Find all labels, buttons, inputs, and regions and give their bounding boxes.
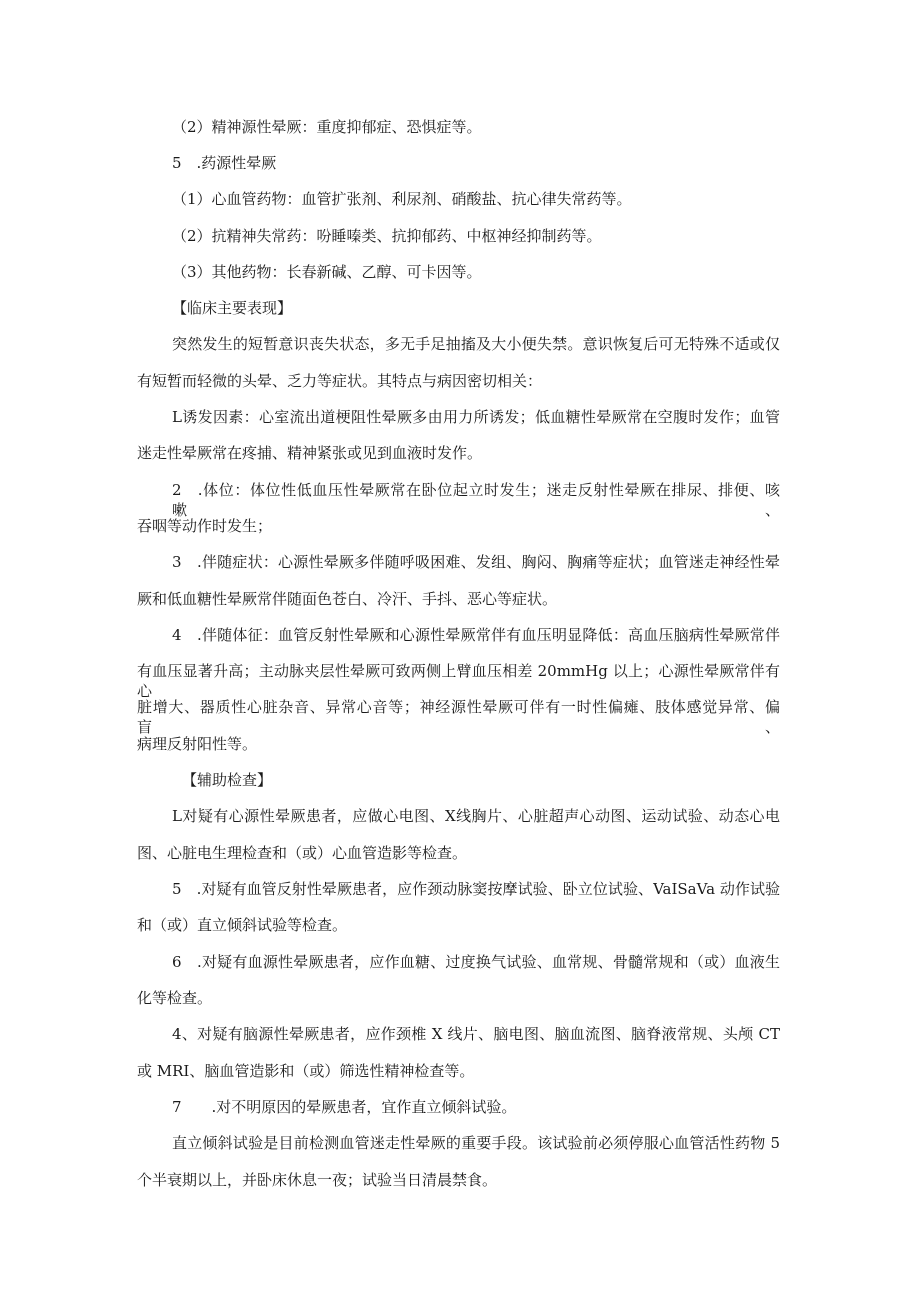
paragraph-unknown-cause: 7 .对不明原因的晕厥患者，宜作直立倾斜试验。 <box>172 1098 517 1116</box>
paragraph-tilt-test-line-2: 个半衰期以上，并卧床休息一夜；试验当日清晨禁食。 <box>137 1171 498 1189</box>
paragraph-psychogenic: （2）精神源性晕厥：重度抑郁症、恐惧症等。 <box>172 118 482 136</box>
paragraph-clinical-line-1: 突然发生的短暂意识丧失状态，多无手足抽搐及大小便失禁。意识恢复后可无特殊不适或仅 <box>172 335 780 353</box>
paragraph-symptoms-line-1: 3 .伴随症状：心源性晕厥多伴随呼吸困难、发组、胸闷、胸痛等症状；血管迷走神经性晕 <box>172 553 780 571</box>
paragraph-reflex-exam-line-1: 5 .对疑有血管反射性晕厥患者，应作颈动脉窦按摩试验、卧立位试验、VaISaVa 动作试验 <box>172 880 780 898</box>
paragraph-signs-line-1: 4 .伴随体征：血管反射性晕厥和心源性晕厥常伴有血压明显降低：高血压脑病性晕厥常伴 <box>172 626 780 644</box>
paragraph-posture-line-2: 吞咽等动作时发生； <box>137 517 273 535</box>
paragraph-cardiac-exam-line-2: 图、心脏电生理检查和（或）心血管造影等检查。 <box>137 844 468 862</box>
paragraph-antipsychotic-drugs: （2）抗精神失常药：吩睡嗪类、抗抑郁药、中枢神经抑制药等。 <box>172 227 602 245</box>
paragraph-tilt-test-line-1: 直立倾斜试验是目前检测血管迷走性晕厥的重要手段。该试验前必须停服心血管活性药物 5 <box>172 1134 780 1152</box>
section-heading-auxiliary: 【辅助检查】 <box>182 771 273 789</box>
paragraph-signs-line-4: 病理反射阳性等。 <box>137 735 258 753</box>
paragraph-clinical-line-2: 有短暂而轻微的头晕、乏力等症状。其特点与病因密切相关： <box>137 372 543 390</box>
paragraph-other-drugs: （3）其他药物：长春新碱、乙醇、可卡因等。 <box>172 263 482 281</box>
paragraph-blood-exam-line-1: 6 .对疑有血源性晕厥患者，应作血糖、过度换气试验、血常规、骨髓常规和（或）血液生 <box>172 953 780 971</box>
paragraph-symptoms-line-2: 厥和低血糖性晕厥常伴随面色苍白、冷汗、手抖、恶心等症状。 <box>137 590 558 608</box>
paragraph-signs-line-2: 有血压显著升高；主动脉夹层性晕厥可致两侧上臂血压相差 20mmHg 以上；心源性晕厥常伴有心 <box>137 662 780 700</box>
paragraph-brain-exam-line-1: 4、对疑有脑源性晕厥患者，应作颈椎 X 线片、脑电图、脑血流图、脑脊液常规、头颅 CT <box>172 1025 780 1043</box>
heading-drug-induced: 5 .药源性晕厥 <box>172 154 277 172</box>
paragraph-brain-exam-line-2: 或 MRI、脑血管造影和（或）筛选性精神检查等。 <box>137 1062 475 1080</box>
paragraph-posture-line-1: 2 .体位：体位性低血压性晕厥常在卧位起立时发生；迷走反射性晕厥在排尿、排便、咳嗽、 <box>172 481 780 519</box>
paragraph-trigger-line-2: 迷走性晕厥常在疼捕、精神紧张或见到血液时发作。 <box>137 444 483 462</box>
paragraph-reflex-exam-line-2: 和（或）直立倾斜试验等检查。 <box>137 916 348 934</box>
paragraph-signs-line-3: 脏增大、器质性心脏杂音、异常心音等；神经源性晕厥可伴有一时性偏瘫、肢体感觉异常、偏盲、 <box>137 698 780 736</box>
section-heading-clinical: 【临床主要表现】 <box>172 299 293 317</box>
paragraph-cardiac-exam-line-1: L对疑有心源性晕厥患者，应做心电图、X线胸片、心脏超声心动图、运动试验、动态心电 <box>172 807 780 825</box>
paragraph-trigger-line-1: L诱发因素：心室流出道梗阻性晕厥多由用力所诱发；低血糖性晕厥常在空腹时发作；血管 <box>172 408 780 426</box>
paragraph-cardio-drugs: （1）心血管药物：血管扩张剂、利尿剂、硝酸盐、抗心律失常药等。 <box>172 190 632 208</box>
paragraph-blood-exam-line-2: 化等检查。 <box>137 989 213 1007</box>
